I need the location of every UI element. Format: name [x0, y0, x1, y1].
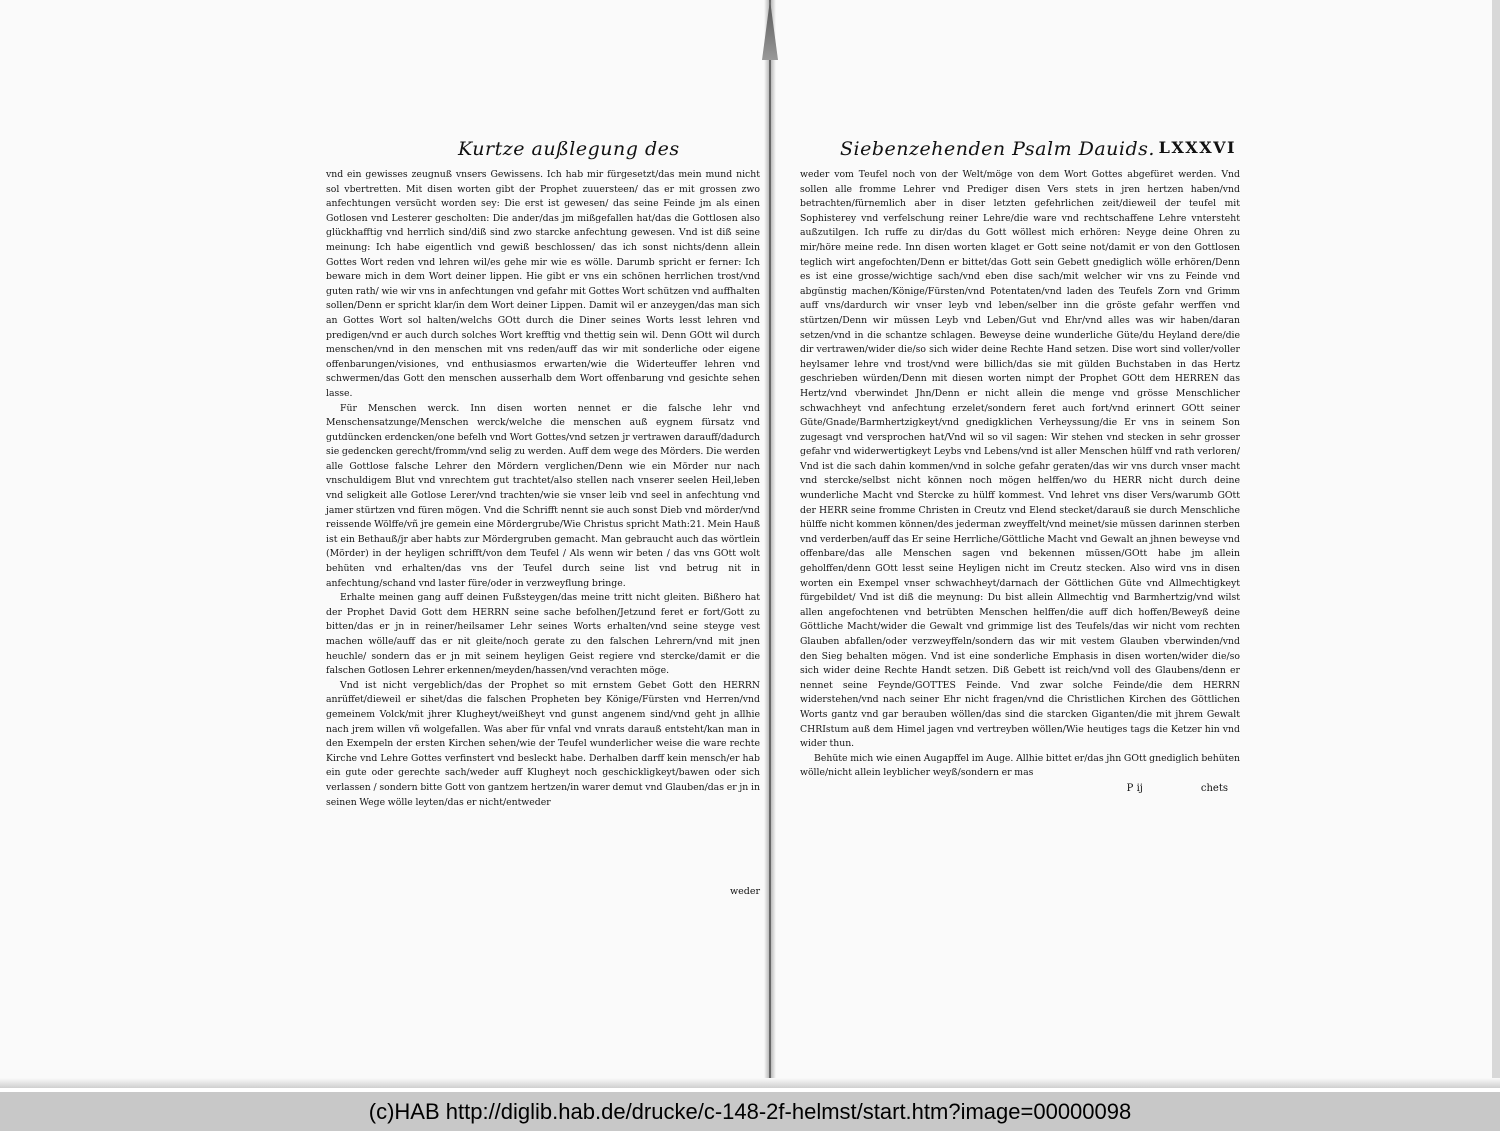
right-paragraph-2: Behüte mich wie einen Augapffel im Auge. Allhie bittet er/das jhn GOtt gnediglich behüten wölle/nicht allein leyblicher weyß/sondern er mas: [800, 752, 1240, 779]
copyright-footer: [0, 1092, 1500, 1131]
right-running-head: [800, 138, 1240, 162]
left-paragraph-1: vnd ein gewisses zeugnuß vnsers Gewissens. Ich hab mir fürgesetzt/das mein mund nicht sol vbertretten. Mit disen worten gibt der Prophet zuuersteen/ das er mit grossen zwo anfechtungen versücht worden sey: Die erst ist gewesen/ das seine Feinde jm als einen Gotlosen vnd Lesterer gescholten: Die ander/das jm mißgefallen hat/das die Gottlosen also glückhafftig vnd herrlich sind/diß sind zwo starcke anfechtung gewesen. Vnd ist diß seine meinung: Ich habe eigentlich vnd gewiß beschlossen/ das ich sonst nichts/denn allein Gottes Wort reden vnd lehren wil/es gehe mir wie es wölle. Darumb spricht er ferner: Ich beware mich in dem Wort deiner lippen. Hie gibt er vns ein schönen herrlichen trost/vnd guten rath/ wie wir vns in anfechtungen vnd gefahr mit Gottes Wort schützen vnd auffhalten sollen/Denn er spricht klar/in dem Wort deiner Lippen. Damit wil er anzeygen/das man sich an Gottes Wort sol halten/welchs GOtt durch die Diner seines Worts lesst lehren vnd predigen/vnd er auch durch solches Wort krefftig vnd thettig sein wil. Denn GOtt wil durch menschen/vnd in den menschen mit vns reden/auff das wir mit sonderliche oder eigene offenbarungen/visiones, vnd enthusiasmos erwarten/wie die Widerteuffer lehren vnd schwermen/das Gott den menschen ausserhalb dem Wort offenbarung vnd gesichte sehen lasse.: [326, 169, 760, 399]
left-catchword: weder: [730, 886, 760, 897]
right-paragraph-1: weder vom Teufel noch von der Welt/möge von dem Wort Gottes abgefüret werden. Vnd sollen alle fromme Lehrer vnd Prediger disen Vers stets in jren hertzen haben/vnd betrachten/fürnemlich aber in diser letzten gefehrlichen zeit/dieweil der teufel mit Sophisterey vnd verfelschung reiner Lehre/die ware vnd rechtschaffene Lehre vntersteht außzutilgen. Ich ruffe zu dir/das du Gott wöllest mich erhören: Neyge deine Ohren zu mir/höre meine rede. Inn disen worten klaget er Gott seine not/damit er von den Gottlosen teglich wirt angefochten/Denn er bittet/das Gott sein Gebett gnediglich wölle erhören/Denn es ist eine grosse/wichtige sach/vnd eben dise sach/mit welcher wir vns zu Feinde vnd abgünstig machen/Könige/Fürsten/vnd Potentaten/vnd laden des Teufels Zorn vnd Grimm auff vns/dardurch wir vnser leyb vnd leben/selber inn die gröste gefahr werffen vnd stürtzen/Denn wir müssen Leyb vnd Leben/Gut vnd Ehr/vnd alles was wir haben/daran setzen/vnd in die schantze schlagen. Beweyse deine wunderliche Güte/du Heyland dere/die dir vertrawen/wider die/so sich wider deine Rechte Hand setzen. Dise wort sind voller/voller heylsamer lehre vnd trost/vnd were billich/das sie mit gülden Buchstaben in das Hertz geschrieben würden/Denn mit diesen worten nimpt der Prophet GOtt dem HERREN das Hertz/vnd vberwindet Jhn/Denn er nicht allein die menge vnd grösse Menschlicher schwachheyt vnd anfechtung erzelet/sondern feret auch fort/vnd erinnert GOtt seiner Güte/Gnade/Barmhertzigkeyt/vnd gnedigklichen Verheyssung/die Er vns in seinem Son zugesagt vnd versprochen hat/Vnd wil so vil sagen: Wir stehen vnd stecken in sehr grosser gefahr vnd widerwertigkeyt Leybs vnd Lebens/vnd ist aller Menschen hülff vnd rath verloren/ Vnd ist die sach dahin kommen/vnd in solche gefahr geraten/das wir vns durch vnser macht vnd stercke/selbst nicht können noch mögen helffen/wo du HERR nicht durch deine wunderliche Macht vnd Stercke zu hülff kommest. Vnd lehret vns diser Vers/warumb GOtt der HERR seine fromme Christen in Creutz vnd Elend stecket/darauß sie durch Menschliche hülffe nicht kommen können/des jederman zweyffelt/vnd meinet/sie müssen darinnen sterben vnd verderben/auff das Er seine Herrliche/Göttliche Macht vnd Gewalt an jhnen beweyse vnd offenbare/das alle Menschen sagen vnd bekennen müssen/GOtt habe jm allein geholffen/denn GOtt lesst seine Heyligen nicht im Creutz stecken. Also wird vns in disen worten ein Exempel vnser schwachheyt/darnach der Göttlichen Güte vnd Allmechtigkeyt fürgebildet/ Vnd ist diß die meynung: Du bist allein Allmechtig vnd Barmhertzig/vnd wilst allen angefochtenen vnd betrübten Menschen helffen/die auff dich hoffen/Beweyß deine Göttliche Macht/wider die Gewalt vnd grimmige list des Teufels/das wir nicht vom rechten Glauben abfallen/oder verzweyffeln/sondern das wir mit vestem Glauben vberwinden/vnd den Sieg behalten mögen. Vnd ist eine sonderliche Emphasis in disen worten/wider die/so sich wider deine Rechte Handt setzen. Diß Gebett ist reich/vnd voll des Glaubens/denn er nennet seine Feynde/GOTTES Feinde. Vnd zwar solche Feinde/die dem HERRN widerstehen/vnd nach seiner Ehr nicht fragen/vnd die Christlichen Kirchen des Göttlichen Worts gantz vnd gar berauben wöllen/das sind die starcken Giganten/die mit jhrem Gewalt CHRIstum auß dem Himel jagen vnd vertreyben wöllen/Wie heutiges tags die Ketzer hin vnd wider thun.: [800, 169, 1240, 750]
left-paragraph-4: Vnd ist nicht vergeblich/das der Prophet so mit ernstem Gebet Gott den HERRN anrüffet/dieweil er sihet/das die falschen Propheten bey Könige/Fürsten vnd Herren/vnd gemeinem Volck/mit jhrer Klugheyt/weißheyt vnd gunst angenem sind/vnd geht jn allhie nach jrem willen vñ wolgefallen. Was aber für vnfal vnd vnrats darauß entsteht/kan man in den Exempeln der ersten Kirchen sehen/wie der Teufel wunderlicher weise die ware rechte Kirche vnd Lehre Gottes verfinstert vnd besleckt habe. Derhalben darff kein mensch/er hab ein gute oder gerechte sach/weder auff Klugheyt noch geschickligkeyt/bawen oder sich verlassen / sondern bitte Gott von gantzem hertzen/in warer demut vnd Glauben/das er jn in seinen Wege wölle leyten/das er nicht/entweder: [326, 679, 760, 808]
left-body-text: [326, 168, 760, 810]
signature-mark: P ij: [1126, 782, 1143, 794]
page-edge: [1492, 0, 1500, 1088]
right-running-head-text: Siebenzehenden Psalm Dauids.: [840, 138, 1155, 160]
right-catchword: chets: [1200, 782, 1228, 794]
book-gutter: [764, 0, 776, 1088]
left-paragraph-2: Für Menschen werck. Inn disen worten nennet er die falsche lehr vnd Menschensatzunge/Menschen werck/welche die menschen auß eygnem fürsatz vnd gutdüncken erdencken/one befelh vnd Wort Gottes/vnd setzen jr vertrawen darauff/dadurch sie gedencken gerecht/fromm/vnd selig zu werden. Auff dem wege des Mörders. Die werden alle Gottlose falsche Lehrer den Mördern verglichen/Denn wie ein Mörder nur nach vnschuldigem Blut vnd vnrechtem gut trachtet/also stellen nach vnserer seelen Heil,leben vnd seligkeit alle Gotlose Lerer/vnd trachten/wie sie vnser leib vnd seel in anfechtung vnd jamer stürtzen vnd füren mögen. Vnd die Schrifft nennt sie auch sonst Dieb vnd mörder/vnd reissende Wölffe/vñ jre gemein eine Mördergrube/Wie Christus spricht Math:21. Mein Hauß ist ein Bethauß/jr aber habts zur Mördergruben gemacht. Man gebraucht auch das wörtlein (Mörder) in der heyligen schrifft/von dem Teufel / Als wenn wir beten / das vns GOtt wolt behüten vnd erhalten/das vns der Teufel durch seine list vnd betrug nit in anfechtung/schand vnd laster füre/oder in verzweyflung bringe.: [326, 402, 760, 589]
left-page: [326, 138, 760, 897]
left-running-head-text: Kurtze außlegung des: [458, 138, 680, 160]
right-body-text: [800, 168, 1240, 781]
left-paragraph-3: Erhalte meinen gang auff deinen Fußsteygen/das meine tritt nicht gleiten. Bißhero hat der Prophet David Gott dem HERRN seine sache befolhen/Jetzund feret er fort/Gott zu bitten/das er jn in reiner/heilsamer Lehr seines Worts erhalten/vnd seine steyge vest machen wölle/auff das er nit gleite/noch gerate zu den falschen Lehrern/vnd mit jnen heuchle/ sondern das er jn mit seinem heyligen Geist regiere vnd stercke/damit er die falschen Gotlosen Lehrer erkennen/meyden/hassen/vnd verachten möge.: [326, 592, 760, 677]
signature-row: [800, 783, 1240, 794]
left-running-head: [326, 138, 760, 162]
page-bottom-edge: [0, 1078, 1500, 1088]
footer-caption: (c)HAB http://diglib.hab.de/drucke/c-148-2f-helmst/start.htm?image=00000098: [368, 1098, 1132, 1124]
right-page: [800, 138, 1240, 794]
folio-number: LXXXVI: [1158, 138, 1236, 157]
